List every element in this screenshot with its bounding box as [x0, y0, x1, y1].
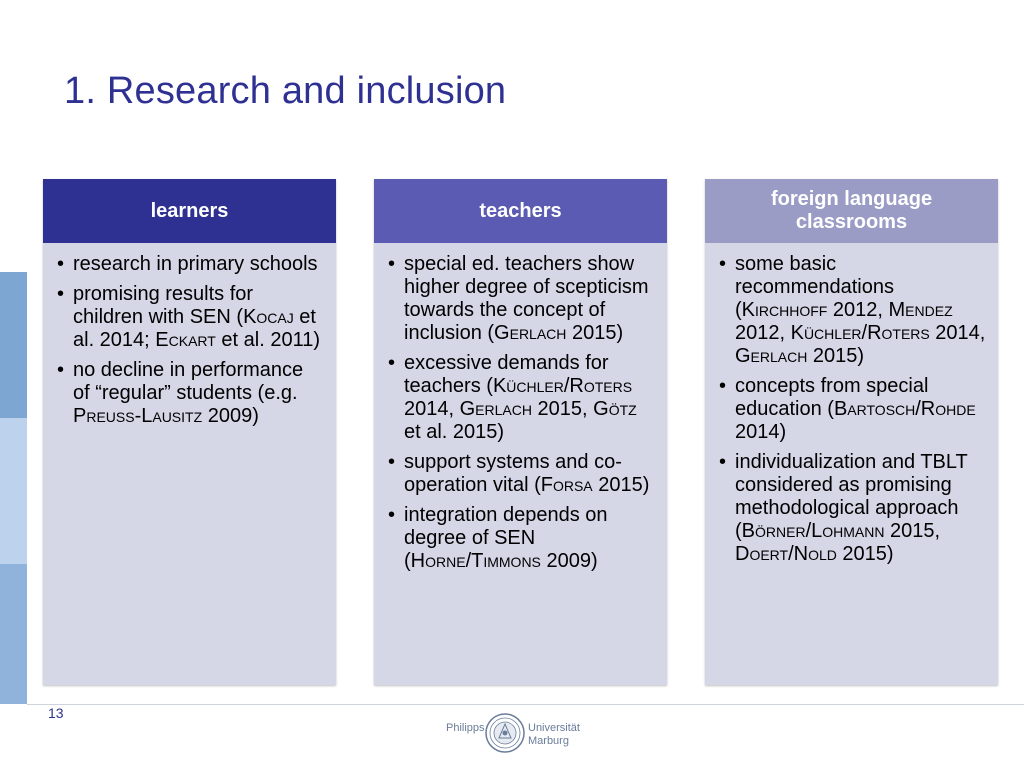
bullet-text: 2014) — [735, 421, 787, 443]
citation-author: Eckart — [155, 329, 216, 351]
bullet-text: research in primary schools — [73, 253, 318, 275]
logo-text-marburg: Marburg — [528, 735, 569, 747]
bullet-text: some basic recommendations ( — [735, 253, 894, 321]
bullet-text: special ed. teachers show higher degree of scepticism towards the concept of inclusion ( — [404, 253, 649, 344]
bullet-text: et al. 2011) — [215, 329, 320, 351]
logo-text-philipps: Philipps — [446, 722, 485, 734]
bullet-text: no decline in performance of “regular” students (e.g. — [73, 359, 304, 404]
bullet-list — [705, 243, 998, 566]
bullet-list — [374, 243, 667, 573]
university-logo — [446, 712, 580, 756]
citation-author: Kocaj — [243, 306, 294, 328]
column-header: foreign language classrooms — [705, 179, 998, 243]
bullet-text: promising results for children with SEN ( — [73, 283, 254, 328]
bullet-text: 2015) — [592, 474, 650, 496]
bullet-item — [386, 504, 655, 573]
citation-author: Horne/Timmons — [410, 550, 541, 572]
footer-divider — [27, 704, 1024, 705]
bullet-text: 2012, — [827, 299, 889, 321]
bullet-text: concepts from special education ( — [735, 375, 929, 420]
page-number: 13 — [48, 705, 64, 721]
bullet-text: individualization and TBLT considered as promising methodological approach ( — [735, 451, 968, 542]
column-header: learners — [43, 179, 336, 243]
bullet-text: 2012, — [735, 322, 791, 344]
column-teachers — [374, 179, 667, 685]
column-header: teachers — [374, 179, 667, 243]
citation-author: Doert/Nold — [735, 543, 837, 565]
citation-author: Gerlach — [494, 322, 567, 344]
citation-author: Götz — [593, 398, 637, 420]
bullet-text: et al. 2015) — [404, 421, 505, 443]
decorative-bar-top — [0, 272, 27, 418]
bullet-text: 2014, — [929, 322, 986, 344]
bullet-item — [55, 283, 324, 352]
bullet-text: 2015, — [884, 520, 941, 542]
bullet-text: 2015) — [836, 543, 894, 565]
logo-text-universitat: Universität — [528, 722, 580, 734]
bullet-item — [386, 352, 655, 444]
bullet-text: 2015) — [566, 322, 624, 344]
bullet-item — [55, 253, 324, 276]
bullet-text: 2015) — [807, 345, 865, 367]
bullet-list — [43, 243, 336, 428]
citation-author: Bartosch/Rohde — [833, 398, 976, 420]
bullet-text: 2009) — [540, 550, 598, 572]
bullet-text: support systems and co-operation vital ( — [404, 451, 622, 496]
bullet-item — [717, 451, 986, 566]
slide-title: 1. Research and inclusion — [64, 70, 507, 112]
citation-author: Gerlach — [735, 345, 808, 367]
citation-author: Börner/Lohmann — [741, 520, 885, 542]
citation-author: Küchler/Roters — [790, 322, 930, 344]
citation-author: Gerlach — [459, 398, 532, 420]
decorative-bar-bottom — [0, 564, 27, 704]
citation-author: Forsa — [540, 474, 593, 496]
bullet-item — [717, 253, 986, 368]
bullet-item — [386, 451, 655, 497]
column-learners — [43, 179, 336, 685]
bullet-item — [717, 375, 986, 444]
bullet-item — [386, 253, 655, 345]
column-foreign-language-classrooms — [705, 179, 998, 685]
bullet-text: 2014, — [404, 398, 460, 420]
citation-author: Küchler/Roters — [492, 375, 633, 397]
citation-author: Kirchhoff — [741, 299, 828, 321]
bullet-text: 2009) — [202, 405, 259, 427]
bullet-text: et al. 2014; — [73, 306, 316, 351]
bullet-item — [55, 359, 324, 428]
decorative-bar-middle — [0, 418, 27, 564]
bullet-text: 2015, — [531, 398, 594, 420]
citation-author: Mendez — [888, 299, 953, 321]
university-seal-icon — [484, 712, 526, 754]
citation-author: Preuss-Lausitz — [73, 405, 203, 427]
bullet-text: excessive demands for teachers ( — [404, 352, 609, 397]
bullet-text: integration depends on degree of SEN ( — [404, 504, 608, 572]
